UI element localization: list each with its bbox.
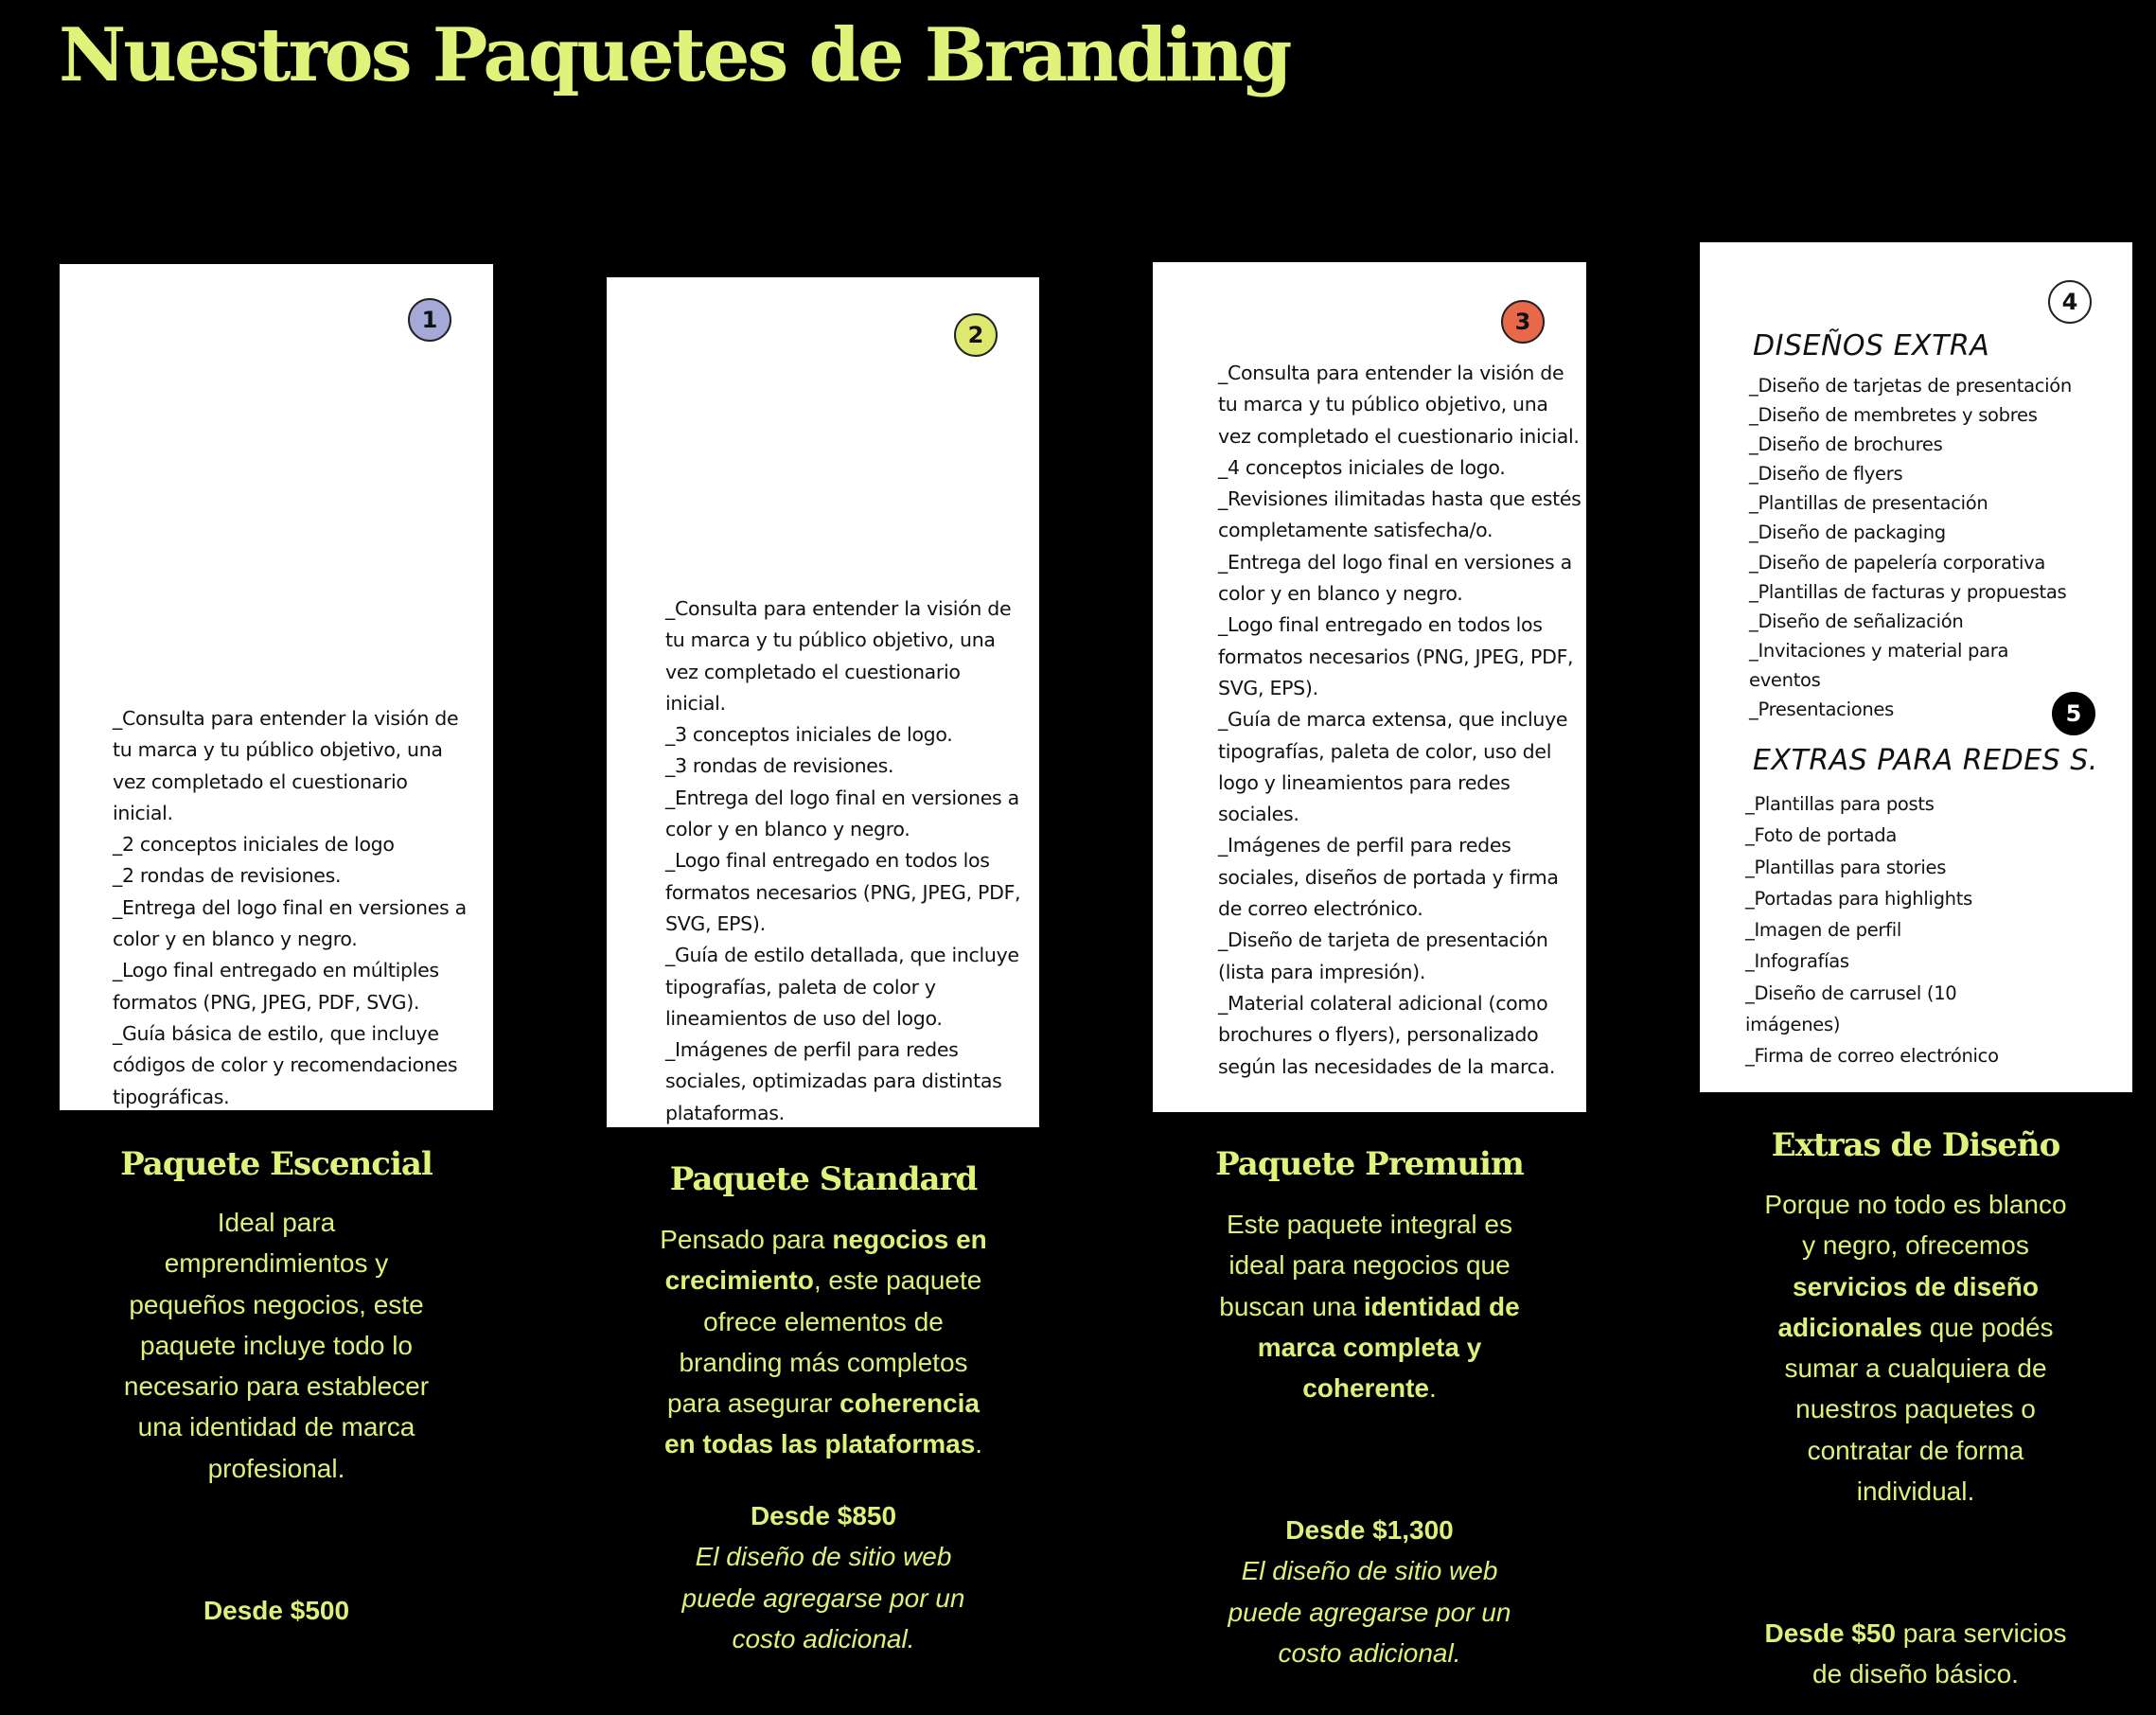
feature-line: _Entrega del logo final en versiones a	[665, 786, 1019, 809]
desc-highlight: marca completa y	[1257, 1332, 1482, 1362]
price-amount: Desde $850	[750, 1501, 897, 1530]
feature-line: _2 rondas de revisiones.	[113, 864, 342, 888]
feature-line: _Consulta para entender la visión de	[113, 707, 459, 730]
desc-line: necesario para establecer	[123, 1371, 430, 1402]
feature-line: tipografías, paleta de color y	[665, 975, 936, 999]
feature-line: códigos de color y recomendaciones	[113, 1053, 458, 1077]
desc-line: profesional.	[207, 1453, 345, 1483]
desc-highlight: en todas las plataformas	[663, 1429, 976, 1459]
desc-text: branding más completos	[679, 1347, 968, 1377]
package-card-standard	[607, 277, 1039, 1127]
feature-line: sociales.	[1218, 803, 1299, 826]
feature-line: _Logo final entregado en todos los	[665, 849, 990, 873]
package-price	[606, 1495, 1041, 1659]
desc-text: sumar a cualquiera de	[1784, 1353, 2047, 1384]
package-name: Extras de Diseño	[1771, 1126, 2060, 1164]
desc-text: individual.	[1856, 1476, 1975, 1507]
feature-line: _4 conceptos iniciales de logo.	[1218, 455, 1506, 479]
feature-line: color y en blanco y negro.	[1218, 582, 1463, 606]
extras-line: eventos	[1749, 668, 1821, 691]
feature-line: _Logo final entregado en todos los	[1218, 613, 1543, 637]
feature-line: tipografías, paleta de color, uso del	[1218, 739, 1552, 763]
extras-line: _Plantillas para posts	[1745, 793, 1935, 815]
desc-line: paquete incluye todo lo	[140, 1330, 413, 1360]
extras-line: _Diseño de packaging	[1749, 522, 1946, 544]
package-price	[59, 1590, 494, 1631]
desc-highlight: servicios de diseño	[1793, 1271, 2039, 1301]
desc-text: .	[1429, 1373, 1437, 1404]
extras-card	[1700, 242, 2132, 1092]
extras-line: _Diseño de carrusel (10	[1745, 981, 1957, 1004]
feature-line: _Revisiones ilimitadas hasta que estés	[1218, 487, 1582, 511]
package-description	[1152, 1204, 1587, 1408]
feature-line: completamente satisfecha/o.	[1218, 519, 1493, 542]
feature-line: tu marca y tu público objetivo, una	[665, 628, 996, 652]
feature-line: _Guía básica de estilo, que incluye	[113, 1021, 439, 1045]
desc-highlight: negocios en	[832, 1225, 987, 1254]
feature-line: SVG, EPS).	[665, 911, 766, 935]
desc-highlight: coherente	[1302, 1373, 1430, 1404]
feature-line: _Entrega del logo final en versiones a	[1218, 550, 1572, 574]
desc-text: que podés	[1921, 1312, 2054, 1342]
extras-design-list	[1749, 371, 2123, 724]
extras-line: _Presentaciones	[1749, 698, 1894, 721]
extras-line: _Diseño de tarjetas de presentación	[1749, 375, 2072, 397]
price-text: para servicios	[1896, 1618, 2067, 1648]
extras-line: imágenes)	[1745, 1014, 1841, 1036]
badge-number-1: 1	[408, 298, 451, 342]
price-amount: Desde $500	[203, 1596, 350, 1625]
desc-line: emprendimientos y	[164, 1248, 389, 1279]
package-card-escencial	[60, 264, 493, 1110]
feature-line: _Imágenes de perfil para redes	[665, 1038, 959, 1062]
extras-line: _Foto de portada	[1745, 824, 1897, 847]
price-note: costo adicional.	[732, 1623, 915, 1653]
extras-line: _Plantillas para stories	[1745, 856, 1947, 878]
feature-line: _Material colateral adicional (como	[1218, 991, 1548, 1015]
extras-line: _Diseño de señalización	[1749, 610, 1964, 632]
feature-line: tipográficas.	[113, 1085, 230, 1108]
desc-text: nuestros paquetes o	[1795, 1394, 2036, 1424]
feature-line: sociales, diseños de portada y firma	[1218, 865, 1559, 889]
feature-line: tu marca y tu público objetivo, una	[113, 738, 443, 762]
package-description	[606, 1219, 1041, 1465]
extras-line: _Plantillas de facturas y propuestas	[1749, 580, 2067, 603]
extras-heading-social: EXTRAS PARA REDES S.	[1753, 744, 2098, 777]
feature-line: sociales, optimizadas para distintas	[665, 1070, 1002, 1093]
desc-highlight: coherencia	[839, 1388, 980, 1419]
feature-line: plataformas.	[665, 1101, 785, 1124]
desc-text: contratar de forma	[1807, 1435, 2024, 1465]
price-note: El diseño de sitio web	[1241, 1556, 1498, 1586]
feature-line: según las necesidades de la marca.	[1218, 1054, 1556, 1078]
feature-line: _Imágenes de perfil para redes	[1218, 834, 1511, 858]
feature-line: vez completado el cuestionario inicial.	[113, 769, 408, 824]
desc-text: y negro, ofrecemos	[1802, 1230, 2029, 1261]
package-price	[1152, 1510, 1587, 1673]
price-amount: Desde $1,300	[1285, 1515, 1454, 1545]
feature-line: _Consulta para entender la visión de	[665, 597, 1012, 620]
badge-number-5: 5	[2052, 692, 2095, 735]
feature-line: formatos necesarios (PNG, JPEG, PDF,	[665, 880, 1021, 904]
desc-text: Pensado para	[660, 1225, 833, 1254]
page-title: Nuestros Paquetes de Branding	[59, 12, 1290, 98]
desc-line: una identidad de marca	[137, 1412, 415, 1442]
package-name: Paquete Premuim	[1215, 1145, 1524, 1183]
feature-line: _Guía de estilo detallada, que incluye	[665, 944, 1019, 967]
price-note: puede agregarse por un	[1228, 1597, 1511, 1627]
extras-line: _Portadas para highlights	[1745, 887, 1972, 910]
feature-list	[665, 593, 1025, 1129]
feature-line: (lista para impresión).	[1218, 960, 1426, 983]
extras-line: _Diseño de membretes y sobres	[1749, 404, 2038, 427]
package-description	[1698, 1184, 2133, 1512]
desc-line: pequeños negocios, este	[129, 1289, 424, 1319]
desc-text: buscan una	[1219, 1291, 1364, 1321]
extras-line: _Invitaciones y material para	[1749, 639, 2009, 662]
badge-number-2: 2	[954, 313, 998, 357]
feature-list	[113, 703, 472, 1113]
feature-line: _2 conceptos iniciales de logo	[113, 833, 395, 857]
package-card-premium	[1153, 262, 1586, 1112]
desc-text: .	[975, 1429, 983, 1459]
feature-line: formatos necesarios (PNG, JPEG, PDF,	[1218, 645, 1574, 668]
extras-line: _Plantillas de presentación	[1749, 492, 1988, 515]
price-note: puede agregarse por un	[681, 1582, 965, 1613]
price-amount: Desde $50	[1764, 1618, 1897, 1648]
desc-text: ofrece elementos de	[703, 1306, 944, 1336]
desc-text: Porque no todo es blanco	[1764, 1190, 2067, 1219]
feature-line: _Guía de marca extensa, que incluye	[1218, 708, 1568, 732]
package-description	[59, 1202, 494, 1489]
desc-highlight: crecimiento	[664, 1265, 814, 1296]
badge-number-3: 3	[1501, 300, 1545, 344]
price-note: costo adicional.	[1278, 1637, 1461, 1668]
price-text: de diseño básico.	[1812, 1659, 2019, 1689]
extras-line: _Diseño de flyers	[1749, 463, 1903, 486]
feature-line: logo y lineamientos para redes	[1218, 770, 1511, 794]
extras-line: _Infografías	[1745, 950, 1849, 973]
price-note: El diseño de sitio web	[695, 1542, 952, 1572]
extras-line: _Diseño de brochures	[1749, 433, 1943, 456]
feature-line: _Entrega del logo final en versiones a	[113, 895, 467, 919]
desc-text: Este paquete integral es	[1227, 1210, 1512, 1239]
feature-list	[1218, 358, 1582, 1083]
desc-highlight: identidad de	[1363, 1291, 1520, 1321]
feature-line: brochures o flyers), personalizado	[1218, 1023, 1539, 1047]
extras-line: _Firma de correo electrónico	[1745, 1045, 1999, 1068]
package-name: Paquete Escencial	[120, 1145, 433, 1183]
feature-line: vez completado el cuestionario inicial.	[1218, 424, 1580, 448]
extras-line: _Diseño de papelería corporativa	[1749, 551, 2045, 574]
feature-line: _3 conceptos iniciales de logo.	[665, 723, 953, 747]
feature-line: lineamientos de uso del logo.	[665, 1006, 943, 1030]
feature-line: SVG, EPS).	[1218, 676, 1318, 699]
package-name: Paquete Standard	[669, 1160, 978, 1198]
package-price	[1698, 1613, 2133, 1695]
desc-text: ideal para negocios que	[1228, 1250, 1511, 1281]
extras-heading-designs: DISEÑOS EXTRA	[1753, 329, 1990, 362]
desc-text: , este paquete	[813, 1265, 982, 1296]
extras-line: _Imagen de perfil	[1745, 919, 1901, 942]
extras-social-list	[1745, 788, 2119, 1072]
desc-line: Ideal para	[217, 1208, 336, 1237]
feature-line: tu marca y tu público objetivo, una	[1218, 393, 1548, 416]
feature-line: color y en blanco y negro.	[113, 928, 358, 951]
desc-highlight: adicionales	[1777, 1312, 1922, 1342]
badge-number-4: 4	[2048, 280, 2092, 324]
feature-line: formatos (PNG, JPEG, PDF, SVG).	[113, 990, 420, 1014]
desc-text: para asegurar	[667, 1388, 840, 1419]
feature-line: _Consulta para entender la visión de	[1218, 362, 1564, 384]
feature-line: vez completado el cuestionario inicial.	[665, 660, 961, 715]
feature-line: _Diseño de tarjeta de presentación	[1218, 928, 1548, 952]
feature-line: _Logo final entregado en múltiples	[113, 959, 439, 982]
feature-line: de correo electrónico.	[1218, 897, 1423, 921]
feature-line: _3 rondas de revisiones.	[665, 754, 894, 778]
feature-line: color y en blanco y negro.	[665, 818, 910, 841]
